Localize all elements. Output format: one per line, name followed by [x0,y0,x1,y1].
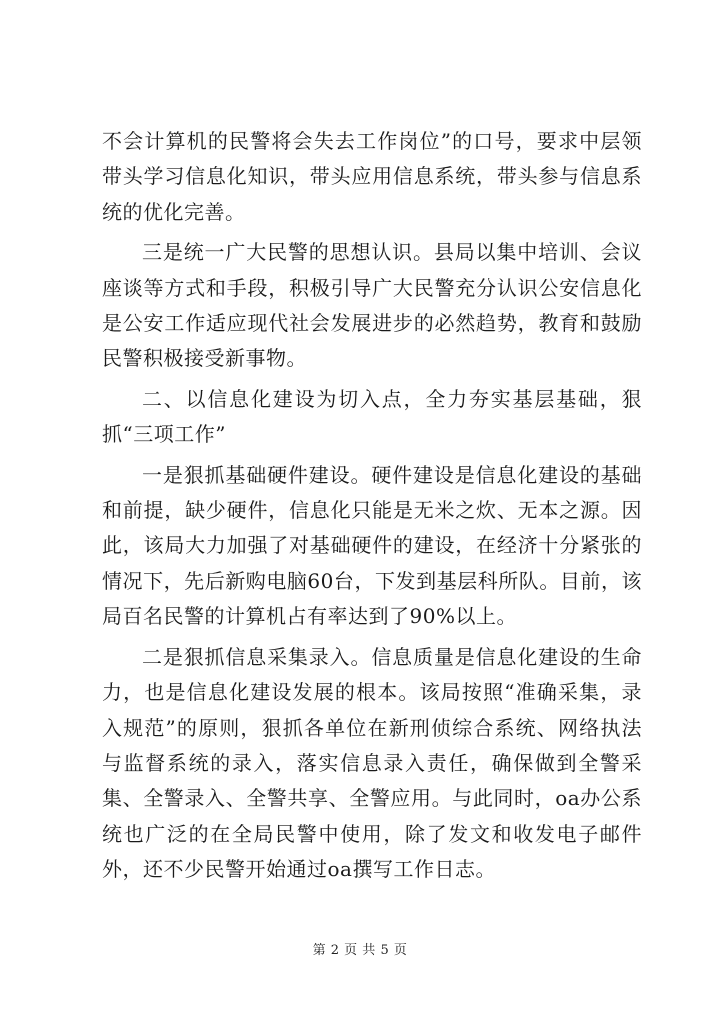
section-heading-two: 二、以信息化建设为切入点，全力夯实基层基础，狠抓“三项工作” [102,386,642,447]
paragraph-hardware: 一是狠抓基础硬件建设。硬件建设是信息化建设的基础和前提，缺少硬件，信息化只能是无米之炊、无本之源。因此，该局大力加强了对基础硬件的建设，在经济十分紧张的情况下，先后新购电脑60台，下发到基层科所队。目前，该局百名民警的计算机占有率达到了90%以上。 [102,462,642,629]
paragraph-third-point: 三是统一广大民警的思想认识。县局以集中培训、会议座谈等方式和手段，积极引导广大民警充分认识公安信息化是公安工作适应现代社会发展进步的必然趋势，教育和鼓励民警积极接受新事物。 [102,240,642,371]
document-body [102,124,642,893]
paragraph-data-entry: 二是狠抓信息采集录入。信息质量是信息化建设的生命力，也是信息化建设发展的根本。该局按照“准确采集，录入规范”的原则，狠抓各单位在新刑侦综合系统、网络执法与监督系统的录入，落实信息录入责任，确保做到全警采集、全警录入、全警共享、全警应用。与此同时，oa办公系统也广泛的在全局民警中使用，除了发文和收发电子邮件外，还不少民警开始通过oa撰写工作日志。 [102,644,642,882]
paragraph-continuation: 不会计算机的民警将会失去工作岗位”的口号，要求中层领带头学习信息化知识，带头应用信息系统，带头参与信息系统的优化完善。 [102,129,642,224]
page-number-footer: 第 2 页 共 5 页 [312,943,408,958]
